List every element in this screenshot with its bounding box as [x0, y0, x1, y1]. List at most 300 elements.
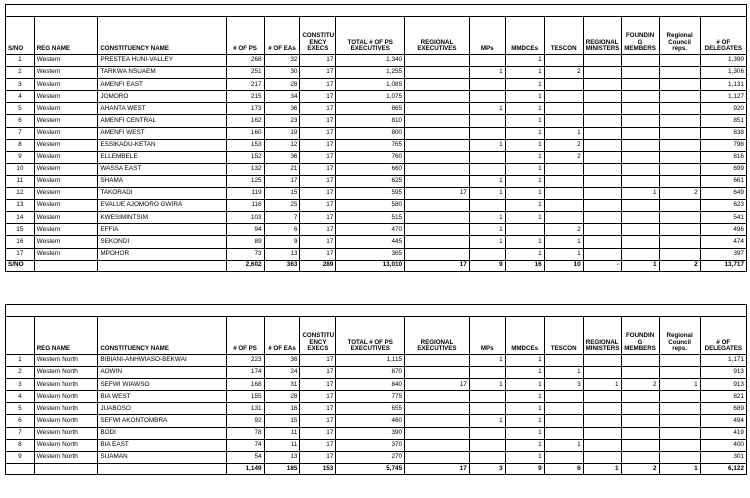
- cell-eas: 23: [264, 115, 300, 127]
- cell-ps: 125: [226, 175, 264, 187]
- cell-founding-members: [621, 175, 659, 187]
- cell-const-execs: 17: [300, 224, 336, 236]
- cell-const-execs: 17: [300, 439, 336, 451]
- cell-reg-name: Western: [34, 151, 98, 163]
- table-title-row: [6, 5, 747, 17]
- cell-ps: 119: [226, 188, 264, 200]
- table-row: [6, 175, 747, 187]
- col-reg-name: REG NAME: [34, 317, 98, 355]
- cell-const-execs: 17: [300, 55, 336, 67]
- cell-eas: 16: [264, 403, 300, 415]
- cell-regional-council: [659, 355, 700, 367]
- cell-total-ps-execs: 870: [336, 367, 405, 379]
- cell-reg-name: Western: [34, 139, 98, 151]
- cell-const-execs: 17: [300, 91, 336, 103]
- cell-ps: 152: [226, 151, 264, 163]
- cell-delegates: 661: [700, 175, 746, 187]
- cell-tescon: 3: [544, 379, 583, 391]
- cell-delegates: 920: [700, 103, 746, 115]
- cell-ps: 92: [226, 415, 264, 427]
- cell-mmdces: 1: [505, 127, 544, 139]
- cell-sno: 13: [6, 200, 35, 212]
- total-ps-execs: 13,010: [336, 260, 405, 271]
- total-founding-members: 2: [621, 463, 659, 474]
- cell-sno: 16: [6, 236, 35, 248]
- cell-reg-name: Western North: [34, 379, 98, 391]
- cell-constituency: SEKONDI: [98, 236, 226, 248]
- cell-const-execs: 17: [300, 103, 336, 115]
- cell-founding-members: [621, 391, 659, 403]
- cell-constituency: BIA WEST: [98, 391, 226, 403]
- cell-const-execs: 17: [300, 139, 336, 151]
- cell-regional-ministers: [583, 415, 621, 427]
- cell-sno: 7: [6, 127, 35, 139]
- cell-constituency: SUAMAN: [98, 451, 226, 463]
- cell-total-ps-execs: 1,075: [336, 91, 405, 103]
- total-regional-ministers: -: [583, 260, 621, 271]
- cell-eas: 24: [264, 367, 300, 379]
- cell-regional-execs: [405, 391, 470, 403]
- cell-regional-council: [659, 55, 700, 67]
- cell-mps: 1: [469, 103, 505, 115]
- cell-regional-council: 2: [659, 188, 700, 200]
- total-regional-council: 2: [659, 260, 700, 271]
- cell-sno: 4: [6, 91, 35, 103]
- cell-mps: 1: [469, 415, 505, 427]
- total-tescon: 10: [544, 260, 583, 271]
- cell-tescon: 1: [544, 127, 583, 139]
- cell-total-ps-execs: 595: [336, 188, 405, 200]
- table-row: [6, 451, 747, 463]
- table-row: [6, 67, 747, 79]
- cell-founding-members: [621, 367, 659, 379]
- cell-reg-name: Western: [34, 103, 98, 115]
- table-row: [6, 355, 747, 367]
- cell-constituency: AHANTA WEST: [98, 103, 226, 115]
- cell-founding-members: [621, 451, 659, 463]
- cell-const-execs: 17: [300, 163, 336, 175]
- table-row: [6, 103, 747, 115]
- table-row: [6, 115, 747, 127]
- cell-total-ps-execs: 515: [336, 212, 405, 224]
- cell-constituency: SHAMA: [98, 175, 226, 187]
- cell-tescon: 1: [544, 236, 583, 248]
- cell-mmdces: 1: [505, 151, 544, 163]
- cell-delegates: 496: [700, 224, 746, 236]
- cell-ps: 251: [226, 67, 264, 79]
- cell-constituency: AMENFI WEST: [98, 127, 226, 139]
- cell-regional-execs: 17: [405, 188, 470, 200]
- cell-mps: [469, 451, 505, 463]
- cell-regional-execs: [405, 67, 470, 79]
- table-row: [6, 200, 747, 212]
- cell-regional-council: [659, 391, 700, 403]
- cell-regional-council: [659, 127, 700, 139]
- cell-constituency: EFFIA: [98, 224, 226, 236]
- cell-total-ps-execs: 445: [336, 236, 405, 248]
- cell-regional-council: [659, 103, 700, 115]
- table-row: [6, 439, 747, 451]
- cell-delegates: 798: [700, 139, 746, 151]
- cell-regional-council: [659, 163, 700, 175]
- table-row: [6, 427, 747, 439]
- cell-tescon: [544, 355, 583, 367]
- cell-const-execs: 17: [300, 391, 336, 403]
- cell-constituency: MPOHOR: [98, 248, 226, 260]
- cell-total-ps-execs: 1,340: [336, 55, 405, 67]
- cell-regional-execs: [405, 427, 470, 439]
- col-constituency: CONSTITUENCY NAME: [98, 317, 226, 355]
- cell-sno: 1: [6, 355, 35, 367]
- cell-eas: 19: [264, 127, 300, 139]
- total-eas: 185: [264, 463, 300, 474]
- cell-mmdces: 1: [505, 403, 544, 415]
- cell-regional-execs: [405, 439, 470, 451]
- cell-regional-ministers: [583, 391, 621, 403]
- cell-delegates: 816: [700, 151, 746, 163]
- cell-constituency: ELLEMBELE: [98, 151, 226, 163]
- cell-regional-execs: [405, 175, 470, 187]
- cell-mmdces: 1: [505, 55, 544, 67]
- col-delegates: # OF DELEGATES: [700, 317, 746, 355]
- cell-delegates: 1,390: [700, 55, 746, 67]
- cell-ps: 78: [226, 427, 264, 439]
- cell-mmdces: 1: [505, 415, 544, 427]
- cell-reg-name: Western North: [34, 415, 98, 427]
- cell-tescon: [544, 163, 583, 175]
- cell-regional-ministers: [583, 248, 621, 260]
- cell-reg-name: Western North: [34, 403, 98, 415]
- cell-ps: 73: [226, 248, 264, 260]
- table-row: [6, 79, 747, 91]
- cell-tescon: [544, 103, 583, 115]
- cell-tescon: [544, 451, 583, 463]
- cell-mps: 1: [469, 236, 505, 248]
- cell-mps: [469, 403, 505, 415]
- cell-founding-members: [621, 163, 659, 175]
- cell-constituency: BIBIANI-ANHWIASO-BEKWAI: [98, 355, 226, 367]
- cell-tescon: 2: [544, 224, 583, 236]
- table-row: [6, 163, 747, 175]
- table-row: [6, 367, 747, 379]
- total-const-execs: 153: [300, 463, 336, 474]
- cell-regional-ministers: [583, 175, 621, 187]
- cell-delegates: 821: [700, 391, 746, 403]
- cell-regional-ministers: [583, 439, 621, 451]
- cell-reg-name: Western: [34, 200, 98, 212]
- cell-sno: 2: [6, 67, 35, 79]
- cell-eas: 13: [264, 248, 300, 260]
- cell-mps: [469, 115, 505, 127]
- cell-mmdces: [505, 224, 544, 236]
- cell-constituency: BIA EAST: [98, 439, 226, 451]
- cell-constituency: AOWIN: [98, 367, 226, 379]
- cell-constituency: EVALUE AJOMORO GWIRA: [98, 200, 226, 212]
- cell-regional-council: [659, 224, 700, 236]
- cell-ps: 217: [226, 79, 264, 91]
- cell-ps: 54: [226, 451, 264, 463]
- cell-regional-council: [659, 248, 700, 260]
- cell-ps: 215: [226, 91, 264, 103]
- cell-const-execs: 17: [300, 115, 336, 127]
- col-founding-members: FOUNDIN G MEMBERS: [621, 317, 659, 355]
- table-row: [6, 391, 747, 403]
- col-tescon: TESCON: [544, 17, 583, 55]
- total-mmdces: 16: [505, 260, 544, 271]
- cell-total-ps-execs: 840: [336, 379, 405, 391]
- cell-regional-execs: [405, 248, 470, 260]
- col-regional-execs: REGIONAL EXECUTIVES: [405, 17, 470, 55]
- cell-regional-council: 1: [659, 379, 700, 391]
- cell-eas: 36: [264, 151, 300, 163]
- cell-eas: 36: [264, 355, 300, 367]
- cell-founding-members: [621, 103, 659, 115]
- cell-founding-members: [621, 403, 659, 415]
- col-tescon: TESCON: [544, 317, 583, 355]
- cell-founding-members: [621, 224, 659, 236]
- col-const-execs: CONSTITU ENCY EXECS: [300, 317, 336, 355]
- totals-label: S/NO: [6, 260, 35, 271]
- cell-mmdces: 1: [505, 248, 544, 260]
- cell-regional-council: [659, 403, 700, 415]
- col-delegates: # OF DELEGATES: [700, 17, 746, 55]
- col-sno: S/NO: [6, 17, 35, 55]
- cell-regional-council: [659, 236, 700, 248]
- cell-reg-name: Western North: [34, 451, 98, 463]
- cell-constituency: AMENFI CENTRAL: [98, 115, 226, 127]
- cell-const-execs: 17: [300, 379, 336, 391]
- cell-sno: 5: [6, 103, 35, 115]
- cell-sno: 7: [6, 427, 35, 439]
- cell-mps: 1: [469, 139, 505, 151]
- cell-constituency: PRESTEA HUNI-VALLEY: [98, 55, 226, 67]
- cell-eas: 6: [264, 224, 300, 236]
- col-regional-ministers: REGIONAL MINISTERS: [583, 17, 621, 55]
- cell-regional-council: [659, 79, 700, 91]
- total-delegates: 6,122: [700, 463, 746, 474]
- cell-regional-execs: [405, 403, 470, 415]
- cell-total-ps-execs: 270: [336, 451, 405, 463]
- cell-total-ps-execs: 625: [336, 175, 405, 187]
- cell-mmdces: 1: [505, 451, 544, 463]
- cell-const-execs: 17: [300, 367, 336, 379]
- cell-const-execs: 17: [300, 427, 336, 439]
- cell-regional-ministers: [583, 67, 621, 79]
- cell-founding-members: [621, 200, 659, 212]
- cell-reg-name: Western: [34, 175, 98, 187]
- cell-mps: [469, 151, 505, 163]
- col-const-execs: CONSTITU ENCY EXECS: [300, 17, 336, 55]
- col-mmdces: MMDCEs: [505, 17, 544, 55]
- cell-total-ps-execs: 655: [336, 403, 405, 415]
- cell-constituency: WASSA EAST: [98, 163, 226, 175]
- total-ps: 1,149: [226, 463, 264, 474]
- total-regional-council: 1: [659, 463, 700, 474]
- cell-founding-members: [621, 427, 659, 439]
- cell-sno: 3: [6, 379, 35, 391]
- col-total-ps-execs: TOTAL # OF PS EXECUTIVES: [336, 17, 405, 55]
- table-row: [6, 188, 747, 200]
- cell-ps: 174: [226, 367, 264, 379]
- cell-mps: [469, 427, 505, 439]
- cell-const-execs: 17: [300, 403, 336, 415]
- cell-mmdces: 1: [505, 427, 544, 439]
- cell-sno: 5: [6, 403, 35, 415]
- cell-eas: 13: [264, 451, 300, 463]
- cell-regional-ministers: [583, 403, 621, 415]
- cell-eas: 25: [264, 200, 300, 212]
- cell-mmdces: 1: [505, 355, 544, 367]
- cell-reg-name: Western: [34, 163, 98, 175]
- cell-eas: 28: [264, 391, 300, 403]
- cell-mps: [469, 91, 505, 103]
- western-delegates-table: [5, 4, 747, 272]
- total-const-execs: 289: [300, 260, 336, 271]
- cell-mps: [469, 439, 505, 451]
- cell-sno: 17: [6, 248, 35, 260]
- cell-mps: 1: [469, 175, 505, 187]
- cell-tescon: 2: [544, 151, 583, 163]
- cell-regional-execs: [405, 151, 470, 163]
- cell-regional-council: [659, 212, 700, 224]
- cell-constituency: JUABOSO: [98, 403, 226, 415]
- cell-constituency: KWESIMINTSIM: [98, 212, 226, 224]
- cell-tescon: [544, 175, 583, 187]
- cell-regional-ministers: [583, 188, 621, 200]
- cell-sno: 11: [6, 175, 35, 187]
- cell-constituency: BODI: [98, 427, 226, 439]
- cell-founding-members: [621, 67, 659, 79]
- cell-ps: 132: [226, 163, 264, 175]
- col-regional-council: Regional Council reps.: [659, 17, 700, 55]
- cell-mps: [469, 200, 505, 212]
- cell-sno: 14: [6, 212, 35, 224]
- cell-total-ps-execs: 775: [336, 391, 405, 403]
- cell-regional-ministers: [583, 151, 621, 163]
- cell-reg-name: Western: [34, 127, 98, 139]
- total-delegates: 13,717: [700, 260, 746, 271]
- total-mmdces: 9: [505, 463, 544, 474]
- cell-constituency: TAKORADI: [98, 188, 226, 200]
- cell-regional-ministers: [583, 139, 621, 151]
- cell-regional-ministers: [583, 427, 621, 439]
- cell-eas: 7: [264, 212, 300, 224]
- western-north-delegates-table: [5, 304, 747, 475]
- cell-regional-ministers: [583, 451, 621, 463]
- cell-total-ps-execs: 580: [336, 200, 405, 212]
- cell-mps: [469, 55, 505, 67]
- cell-reg-name: Western: [34, 91, 98, 103]
- cell-founding-members: [621, 151, 659, 163]
- cell-regional-ministers: [583, 236, 621, 248]
- cell-mmdces: 1: [505, 163, 544, 175]
- cell-tescon: 1: [544, 439, 583, 451]
- table-row: [6, 55, 747, 67]
- cell-ps: 223: [226, 355, 264, 367]
- cell-const-execs: 17: [300, 236, 336, 248]
- cell-const-execs: 17: [300, 451, 336, 463]
- cell-regional-ministers: [583, 91, 621, 103]
- col-founding-members: FOUNDIN G MEMBERS: [621, 17, 659, 55]
- cell-reg-name: Western: [34, 67, 98, 79]
- cell-regional-ministers: [583, 79, 621, 91]
- cell-mmdces: 1: [505, 379, 544, 391]
- western-north-rows: [6, 355, 747, 464]
- cell-total-ps-execs: 365: [336, 248, 405, 260]
- cell-founding-members: [621, 415, 659, 427]
- total-regional-ministers: 1: [583, 463, 621, 474]
- cell-delegates: 1,127: [700, 91, 746, 103]
- cell-sno: 10: [6, 163, 35, 175]
- cell-tescon: [544, 200, 583, 212]
- cell-regional-council: [659, 427, 700, 439]
- cell-ps: 160: [226, 127, 264, 139]
- cell-ps: 94: [226, 224, 264, 236]
- cell-sno: 8: [6, 439, 35, 451]
- cell-regional-execs: [405, 415, 470, 427]
- cell-regional-ministers: [583, 103, 621, 115]
- cell-regional-execs: 17: [405, 379, 470, 391]
- cell-eas: 31: [264, 379, 300, 391]
- cell-mps: [469, 127, 505, 139]
- cell-const-execs: 17: [300, 67, 336, 79]
- total-regional-execs: 17: [405, 463, 470, 474]
- table-row: [6, 127, 747, 139]
- cell-total-ps-execs: 865: [336, 103, 405, 115]
- cell-const-execs: 17: [300, 188, 336, 200]
- cell-mmdces: 1: [505, 79, 544, 91]
- col-mps: MPs: [469, 17, 505, 55]
- cell-ps: 116: [226, 200, 264, 212]
- cell-delegates: 913: [700, 367, 746, 379]
- cell-sno: 8: [6, 139, 35, 151]
- cell-reg-name: Western: [34, 79, 98, 91]
- cell-mmdces: 1: [505, 175, 544, 187]
- cell-mps: 1: [469, 355, 505, 367]
- cell-regional-execs: [405, 139, 470, 151]
- cell-eas: 12: [264, 139, 300, 151]
- cell-sno: 4: [6, 391, 35, 403]
- cell-eas: 30: [264, 67, 300, 79]
- cell-mps: [469, 79, 505, 91]
- cell-const-execs: 17: [300, 151, 336, 163]
- cell-regional-ministers: [583, 355, 621, 367]
- cell-regional-council: [659, 139, 700, 151]
- cell-const-execs: 17: [300, 248, 336, 260]
- cell-reg-name: Western: [34, 224, 98, 236]
- cell-total-ps-execs: 1,115: [336, 355, 405, 367]
- cell-regional-council: [659, 415, 700, 427]
- western-north-totals-row: [6, 463, 747, 474]
- cell-regional-ministers: [583, 55, 621, 67]
- cell-delegates: 913: [700, 379, 746, 391]
- cell-constituency: JOMORO: [98, 91, 226, 103]
- cell-sno: 15: [6, 224, 35, 236]
- cell-mps: 1: [469, 188, 505, 200]
- cell-founding-members: [621, 55, 659, 67]
- table-row: [6, 224, 747, 236]
- cell-tescon: [544, 55, 583, 67]
- cell-delegates: 400: [700, 439, 746, 451]
- cell-regional-execs: [405, 163, 470, 175]
- cell-delegates: 838: [700, 127, 746, 139]
- cell-regional-execs: [405, 212, 470, 224]
- cell-const-execs: 17: [300, 415, 336, 427]
- cell-founding-members: 2: [621, 379, 659, 391]
- col-eas: # OF EAs: [264, 17, 300, 55]
- cell-mps: 1: [469, 224, 505, 236]
- cell-regional-ministers: [583, 224, 621, 236]
